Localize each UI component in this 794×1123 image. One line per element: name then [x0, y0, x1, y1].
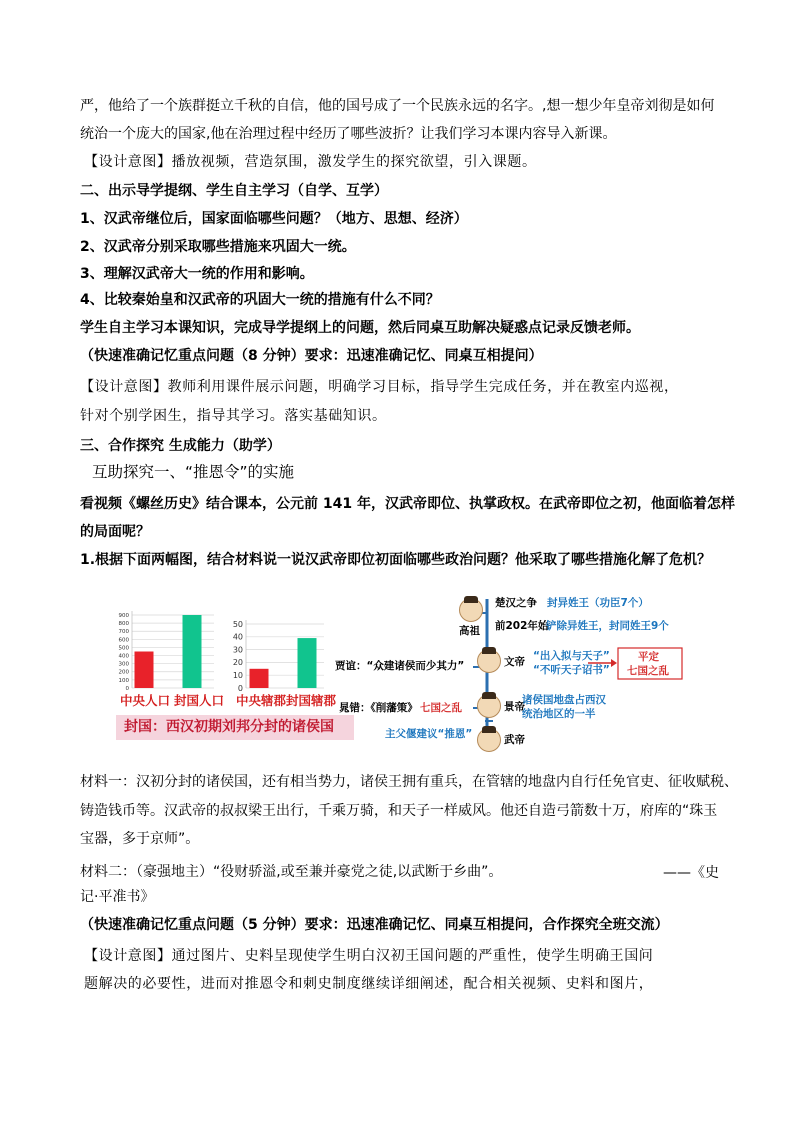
y-tick-label: 800: [118, 621, 129, 628]
bar: [250, 669, 269, 688]
y-tick-label: 400: [118, 653, 129, 660]
question-item: 1.根据下面两幅图，结合材料说一说汉武帝即位初面临哪些政治问题？他采取了哪些措施化解了危机？: [80, 552, 712, 568]
category-label: 封国辖郡: [286, 693, 337, 708]
y-tick-label: 700: [118, 629, 129, 636]
emperor-label: 景帝: [504, 701, 525, 713]
event-label: 楚汉之争: [495, 597, 537, 609]
y-tick-label: 0: [237, 683, 243, 693]
text-line: 严，他给了一个族群挺立千秋的自信，他的国号成了一个民族永远的名字。,想一想少年皇帝刘彻是如何: [80, 98, 715, 114]
event-label: 贾谊：“众建诸侯而少其力”: [335, 660, 465, 672]
y-tick-label: 100: [118, 677, 129, 684]
section-heading: 二、出示导学提纲、学生自主学习（自学、互学）: [80, 183, 388, 199]
design-intent-line: 题解决的必要性，进而对推恩令和刺史制度继续详细阐述，配合相关视频、史料和图片，: [84, 976, 654, 992]
y-tick-label: 10: [232, 671, 243, 680]
event-note: 封异姓王（功臣7个）: [547, 597, 649, 609]
subsection-heading: 互助探究一、“推恩令”的实施: [92, 463, 295, 481]
source-citation: ——《史: [663, 865, 719, 881]
category-label: 封国人口: [174, 693, 225, 708]
y-tick-label: 300: [118, 661, 129, 668]
event-label: 晁错：《削藩策》: [339, 702, 418, 714]
question-item: 2、汉武帝分别采取哪些措施来巩固大一统。: [80, 239, 356, 255]
event-note: “不听天子诏书”: [533, 664, 610, 676]
emperor-label: 高祖: [459, 625, 480, 637]
y-tick-label: 600: [118, 637, 129, 644]
y-tick-label: 20: [232, 658, 243, 668]
design-intent-line: 针对个别学困生，指导其学习。落实基础知识。: [80, 408, 387, 424]
question-item: 4、比较秦始皇和汉武帝的巩固大一统的措施有什么不同？: [80, 292, 440, 308]
text-line: 的局面呢？: [80, 524, 150, 540]
figure-caption: 封国：西汉初期刘邦分封的诸侯国: [116, 715, 354, 740]
event-note: 诸侯国地盘占西汉: [522, 694, 606, 706]
category-label: 中央辖郡: [236, 693, 287, 708]
bar: [183, 615, 202, 688]
design-intent-line: 【设计意图】通过图片、史料呈现使学生明白汉初王国问题的严重性，使学生明确王国问: [84, 948, 654, 964]
event-note: 铲除异姓王，封同姓王9个: [546, 620, 669, 632]
timeline-diagram: [325, 593, 686, 747]
event-label: 七国之乱: [420, 702, 462, 714]
emperor-portrait: [459, 598, 483, 622]
question-item: 3、理解汉武帝大一统的作用和影响。: [80, 266, 314, 282]
requirement-line: （快速准确记忆重点问题（5 分钟）要求：迅速准确记忆、同桌互相提问，合作探究全班交流）: [80, 917, 669, 933]
event-label: 主父偃建议“推恩”: [385, 728, 473, 740]
text-line: 学生自主学习本课知识，完成导学提纲上的问题，然后同桌互助解决疑惑点记录反馈老师。: [80, 320, 640, 336]
y-tick-label: 40: [232, 632, 243, 642]
material-line: 材料二：（豪强地主）“役财骄溢,或至兼并豪党之徒,以武断于乡曲”。: [80, 864, 503, 880]
design-intent-line: 【设计意图】教师利用课件展示问题，明确学习目标，指导学生完成任务，并在教室内巡视，: [80, 379, 679, 395]
emperor-label: 文帝: [504, 656, 525, 668]
material-line: 铸造钱币等。汉武帝的叔叔梁王出行，千乘万骑，和天子一样威风。他还自造弓箭数十万，府库的“珠玉: [80, 803, 718, 819]
y-tick-label: 500: [118, 645, 129, 652]
bar: [135, 652, 154, 689]
y-tick-label: 900: [118, 612, 129, 619]
y-tick-label: 200: [118, 669, 129, 676]
event-note: 统治地区的一半: [522, 708, 596, 720]
text-line: 统治一个庞大的国家,他在治理过程中经历了哪些波折？让我们学习本课内容导入新课。: [80, 126, 617, 142]
emperor-portrait: [477, 728, 501, 752]
result-box-text: 七国之乱: [627, 665, 669, 677]
text-line: 看视频《螺丝历史》结合课本，公元前 141 年，汉武帝即位、执掌政权。在武帝即位之初，他面临着怎样: [80, 496, 735, 512]
event-label: 前202年始: [495, 620, 549, 632]
requirement-line: （快速准确记忆重点问题（8 分钟）要求：迅速准确记忆、同桌互相提问）: [80, 348, 543, 364]
source-citation: 记·平准书》: [80, 889, 155, 905]
y-tick-label: 30: [232, 645, 243, 655]
y-tick-label: 50: [232, 619, 243, 629]
emperor-portrait: [477, 649, 501, 673]
material-line: 宝器，多于京师”。: [80, 831, 200, 847]
section-heading: 三、合作探究 生成能力（助学）: [80, 438, 281, 454]
bar: [298, 638, 317, 688]
emperor-portrait: [477, 694, 501, 718]
design-intent-line: 【设计意图】播放视频，营造氛围，激发学生的探究欲望，引入课题。: [84, 154, 537, 170]
event-note: “出入拟与天子”: [533, 650, 610, 662]
material-line: 材料一：汉初分封的诸侯国，还有相当势力，诸侯王拥有重兵，在管辖的地盘内自行任免官吏、征收赋税、: [80, 774, 738, 790]
y-tick-label: 0: [125, 685, 129, 692]
result-box-text: 平定: [638, 651, 659, 663]
figure: [110, 593, 686, 747]
emperor-label: 武帝: [504, 734, 525, 746]
category-label: 中央人口: [120, 693, 171, 708]
question-item: 1、汉武帝继位后，国家面临哪些问题？（地方、思想、经济）: [80, 211, 468, 227]
